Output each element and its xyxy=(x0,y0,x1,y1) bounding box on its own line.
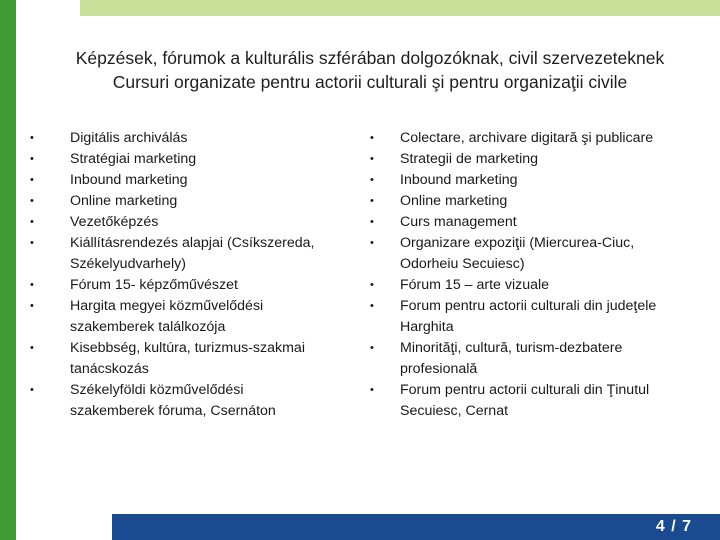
bullet-icon: • xyxy=(30,342,34,354)
list-item xyxy=(370,191,670,212)
bullet-icon: • xyxy=(30,216,34,228)
bullet-icon: • xyxy=(370,216,374,228)
list-item xyxy=(30,296,330,338)
bullet-icon: • xyxy=(370,153,374,165)
list-item xyxy=(370,233,670,275)
list-item xyxy=(30,275,330,296)
list-item xyxy=(370,149,670,170)
list-item-text: Forum pentru actorii culturali din Ţinutul Secuiesc, Cernat xyxy=(400,382,650,419)
bullet-icon: • xyxy=(30,195,34,207)
list-item-text: Székelyföldi közművelődési szakemberek fóruma, Csernáton xyxy=(70,382,276,419)
list-item-text: Online marketing xyxy=(400,193,508,209)
list-item-text: Organizare expoziţii (Miercurea-Ciuc, Odorheiu Secuiesc) xyxy=(400,235,635,272)
bullet-icon: • xyxy=(370,300,374,312)
list-item-text: Inbound marketing xyxy=(400,172,518,188)
list-item-text: Inbound marketing xyxy=(70,172,188,188)
list-item-text: Vezetőképzés xyxy=(70,214,159,230)
list-item xyxy=(30,338,330,380)
list-item xyxy=(370,128,670,149)
list-item-text: Fórum 15 – arte vizuale xyxy=(400,277,550,293)
list-item-text: Online marketing xyxy=(70,193,178,209)
list-item-text: Fórum 15- képzőművészet xyxy=(70,277,238,293)
list-item xyxy=(370,338,670,380)
bullet-icon: • xyxy=(370,174,374,186)
top-accent-band xyxy=(80,0,720,16)
list-item xyxy=(30,233,330,275)
list-item xyxy=(370,296,670,338)
list-item-text: Colectare, archivare digitară şi publicare xyxy=(400,130,654,146)
bullet-icon: • xyxy=(30,174,34,186)
bullet-icon: • xyxy=(30,132,34,144)
bullet-icon: • xyxy=(370,279,374,291)
title-romanian: Cursuri organizate pentru actorii culturali şi pentru organizaţii civile xyxy=(112,72,628,92)
bullet-icon: • xyxy=(30,279,34,291)
list-item-text: Hargita megyei közművelődési szakemberek találkozója xyxy=(70,298,264,335)
list-item xyxy=(30,212,330,233)
list-item-text: Kisebbség, kultúra, turizmus-szakmai tanácskozás xyxy=(70,340,305,377)
list-item xyxy=(30,191,330,212)
romanian-list xyxy=(370,128,670,422)
bullet-icon: • xyxy=(370,195,374,207)
list-item-text: Digitális archiválás xyxy=(70,130,188,146)
title-hungarian: Képzések, fórumok a kulturális szférában dolgozóknak, civil szervezeteknek xyxy=(75,48,665,68)
hungarian-list xyxy=(30,128,330,422)
list-item-text: Strategii de marketing xyxy=(400,151,539,167)
bullet-icon: • xyxy=(370,342,374,354)
slide-title xyxy=(20,46,720,94)
bullet-icon: • xyxy=(30,300,34,312)
list-item xyxy=(370,380,670,422)
left-accent-bar xyxy=(0,0,16,540)
list-item-text: Curs management xyxy=(400,214,517,230)
footer-bar xyxy=(112,514,720,540)
list-item xyxy=(30,170,330,191)
bullet-icon: • xyxy=(30,153,34,165)
list-item-text: Stratégiai marketing xyxy=(70,151,197,167)
bullet-icon: • xyxy=(30,237,34,249)
list-item xyxy=(370,212,670,233)
bullet-icon: • xyxy=(370,132,374,144)
list-item xyxy=(370,275,670,296)
list-item xyxy=(30,380,330,422)
bullet-icon: • xyxy=(30,384,34,396)
list-item-text: Kiállításrendezés alapjai (Csíkszereda, Székelyudvarhely) xyxy=(70,235,315,272)
bullet-icon: • xyxy=(370,384,374,396)
list-item xyxy=(30,128,330,149)
list-item-text: Forum pentru actorii culturali din judeţele Harghita xyxy=(400,298,657,335)
bullet-icon: • xyxy=(370,237,374,249)
list-item xyxy=(370,170,670,191)
page-indicator: 4 / 7 xyxy=(655,518,692,535)
list-item-text: Minorităţi, cultură, turism-dezbatere profesională xyxy=(400,340,623,377)
list-item xyxy=(30,149,330,170)
